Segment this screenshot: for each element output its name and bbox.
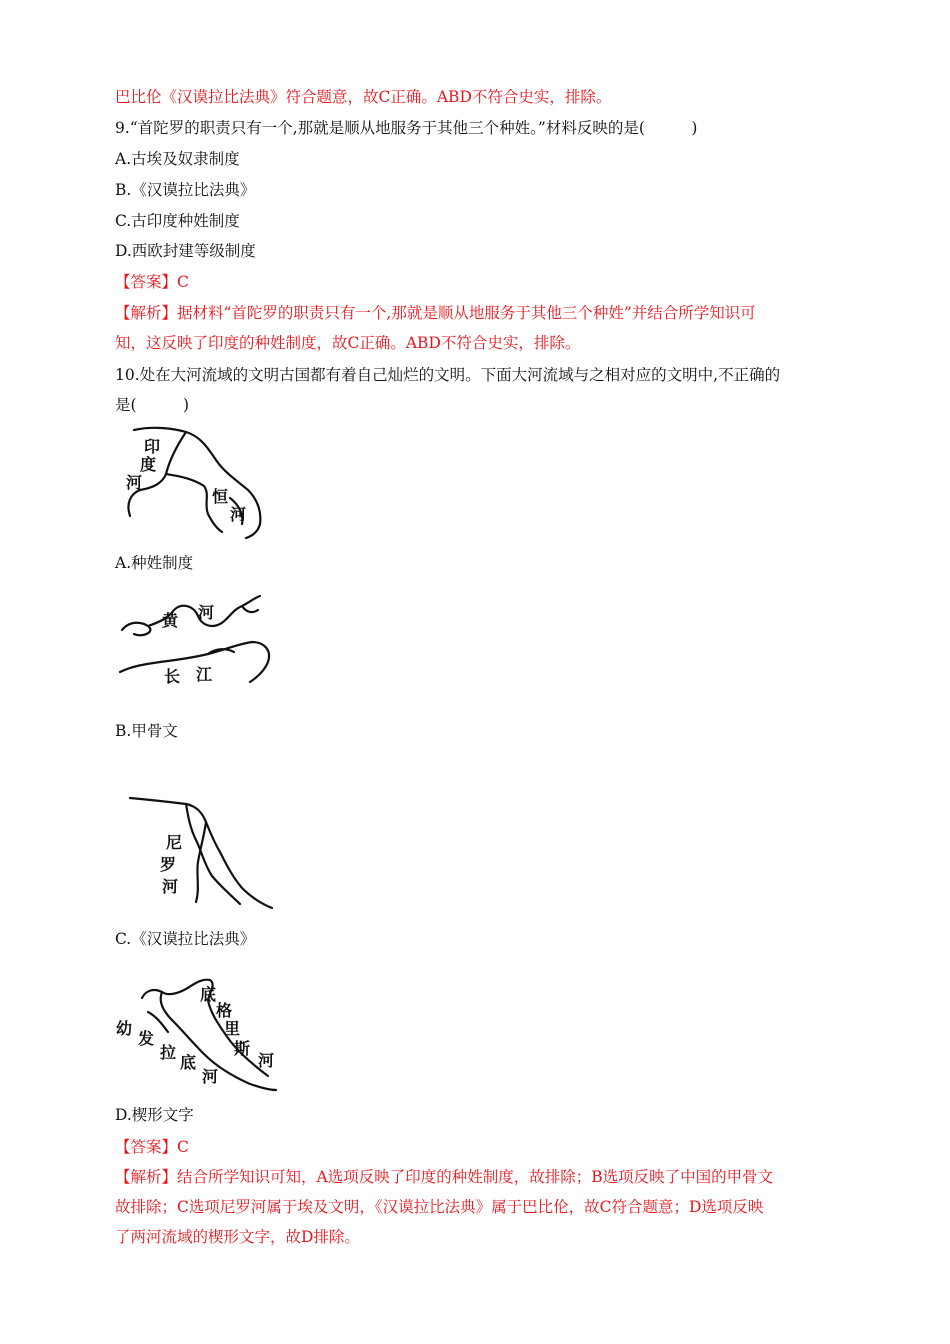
map-a-label-1: 印 — [144, 437, 161, 456]
map-d-label-7: 发 — [138, 1029, 155, 1048]
map-d-label-2: 格 — [216, 1001, 233, 1020]
q9-answer: 【答案】C — [115, 273, 189, 291]
map-yellow-yangtze — [112, 592, 282, 692]
map-d-label-4: 斯 — [234, 1039, 251, 1058]
map-a-label-5: 河 — [230, 505, 247, 524]
map-d-label-9: 底 — [180, 1053, 197, 1072]
q9-analysis-line-2: 知，这反映了印度的种姓制度，故C正确。ABD不符合史实，排除。 — [115, 334, 581, 352]
map-d-label-1: 底 — [200, 985, 217, 1004]
map-indus-ganges — [112, 424, 272, 542]
q9-option-d: D.西欧封建等级制度 — [115, 242, 256, 260]
q9-option-a: A.古埃及奴隶制度 — [115, 150, 240, 168]
q9-analysis-line-1: 【解析】据材料“首陀罗的职责只有一个,那就是顺从地服务于其他三个种姓”并结合所学知识可 — [115, 304, 756, 322]
map-a-label-3: 河 — [126, 473, 143, 492]
map-d-label-3: 里 — [224, 1019, 241, 1038]
map-a-label-2: 度 — [140, 455, 157, 474]
map-nile — [112, 792, 287, 912]
previous-analysis-tail: 巴比伦《汉谟拉比法典》符合题意，故C正确。ABD不符合史实，排除。 — [115, 88, 612, 106]
map-c-label-2: 罗 — [160, 855, 177, 874]
question-10-stem-line-2: 是( ) — [115, 396, 190, 414]
q10-option-a: A.种姓制度 — [115, 554, 194, 572]
q10-answer: 【答案】C — [115, 1138, 189, 1156]
q10-option-d: D.楔形文字 — [115, 1106, 194, 1124]
question-10-stem-line-1: 10.处在大河流域的文明古国都有着自己灿烂的文明。下面大河流域与之相对应的文明中,不正确的 — [115, 366, 781, 384]
question-9-stem: 9.“首陀罗的职责只有一个,那就是顺从地服务于其他三个种姓。”材料反映的是( ) — [115, 119, 698, 137]
q10-option-b: B.甲骨文 — [115, 722, 178, 740]
map-d-label-8: 拉 — [160, 1043, 177, 1062]
map-b-label-1: 黄 — [162, 611, 179, 630]
q10-analysis-line-2: 故排除；C选项尼罗河属于埃及文明，《汉谟拉比法典》属于巴比伦，故C符合题意；D选项反映 — [115, 1198, 764, 1216]
q10-option-c: C.《汉谟拉比法典》 — [115, 930, 256, 948]
map-a-label-4: 恒 — [212, 487, 229, 506]
q9-option-c: C.古印度种姓制度 — [115, 212, 240, 230]
map-c-label-1: 尼 — [166, 833, 183, 852]
map-tigris-euphrates — [112, 972, 282, 1094]
q9-option-b: B.《汉谟拉比法典》 — [115, 181, 256, 199]
map-b-label-3: 长 — [164, 667, 181, 686]
map-b-label-2: 河 — [198, 603, 215, 622]
map-d-label-10: 河 — [202, 1067, 219, 1086]
map-d-label-5: 河 — [258, 1051, 275, 1070]
map-d-label-6: 幼 — [116, 1019, 133, 1038]
q10-analysis-line-1: 【解析】结合所学知识可知，A选项反映了印度的种姓制度，故排除；B选项反映了中国的甲骨文 — [115, 1168, 774, 1186]
map-c-label-3: 河 — [162, 877, 179, 896]
q10-analysis-line-3: 了两河流域的楔形文字，故D排除。 — [115, 1228, 360, 1246]
map-b-label-4: 江 — [196, 665, 213, 684]
